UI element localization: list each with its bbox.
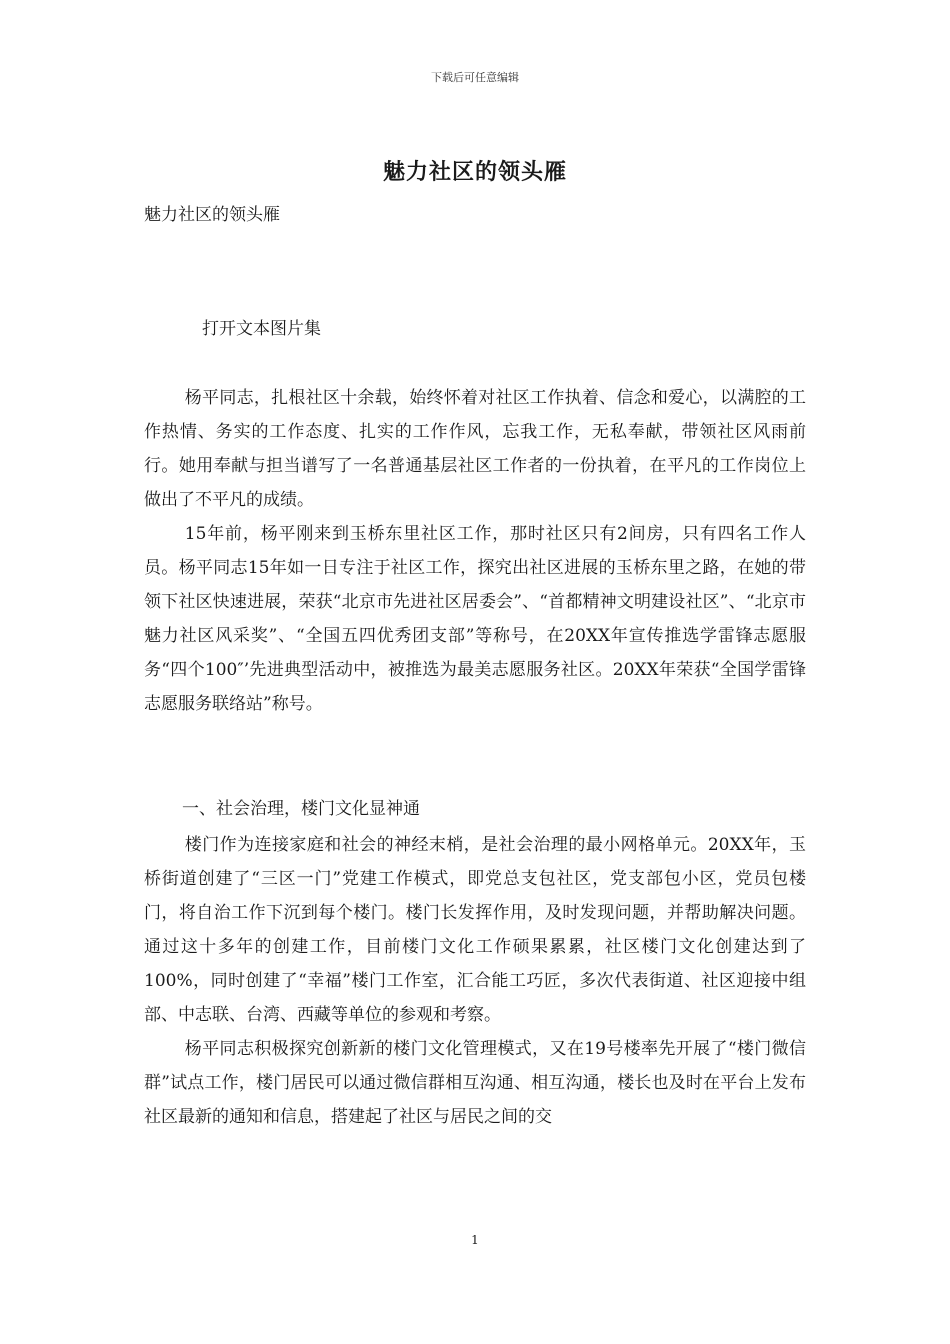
open-gallery-link[interactable]: 打开文本图片集: [202, 319, 321, 339]
section-heading: 一、社会治理，楼门文化显神通: [182, 799, 420, 819]
paragraph: 15年前，杨平刚来到玉桥东里社区工作，那时社区只有2间房，只有四名工作人员。杨平同志15年如一日专注于社区工作，探究出社区进展的玉桥东里之路，在她的带领下社区快速进展，荣获“北京市先进社区居委会”、“首都精神文明建设社区”、“北京市魅力社区风采奖”、“全国五四优秀团支部”等称号，在20XX年宣传推选学雷锋志愿服务“四个100″’先进典型活动中，被推选为最美志愿服务社区。20XX年荣获“全国学雷锋志愿服务联络站”称号。: [144, 524, 806, 714]
intro-text: [144, 381, 806, 721]
document-subtitle: 魅力社区的领头雁: [144, 205, 280, 225]
paragraph: 杨平同志，扎根社区十余载，始终怀着对社区工作执着、信念和爱心，以满腔的工作热情、务实的工作态度、扎实的工作作风，忘我工作，无私奉献，带领社区风雨前行。她用奉献与担当谱写了一名普通基层社区工作者的一份执着，在平凡的工作岗位上做出了不平凡的成绩。: [144, 388, 806, 510]
page-number: 1: [471, 1233, 479, 1247]
header-note: 下载后可任意编辑: [431, 71, 519, 84]
paragraph: 楼门作为连接家庭和社会的神经末梢，是社会治理的最小网格单元。20XX年，玉桥街道创建了“三区一门”党建工作模式，即党总支包社区，党支部包小区，党员包楼门，将自治工作下沉到每个楼门。楼门长发挥作用，及时发现问题，并帮助解决问题。通过这十多年的创建工作，目前楼门文化工作硕果累累，社区楼门文化创建达到了100%，同时创建了“幸福”楼门工作室，汇合能工巧匠，多次代表街道、社区迎接中组部、中志联、台湾、西藏等单位的参观和考察。: [144, 835, 806, 1025]
paragraph: 杨平同志积极探究创新新的楼门文化管理模式，又在19号楼率先开展了“楼门微信群”试点工作，楼门居民可以通过微信群相互沟通、相互沟通，楼长也及时在平台上发布社区最新的通知和信息，搭建起了社区与居民之间的交: [144, 1039, 806, 1127]
document-title: 魅力社区的领头雁: [382, 159, 567, 185]
section-text: [144, 828, 806, 1134]
